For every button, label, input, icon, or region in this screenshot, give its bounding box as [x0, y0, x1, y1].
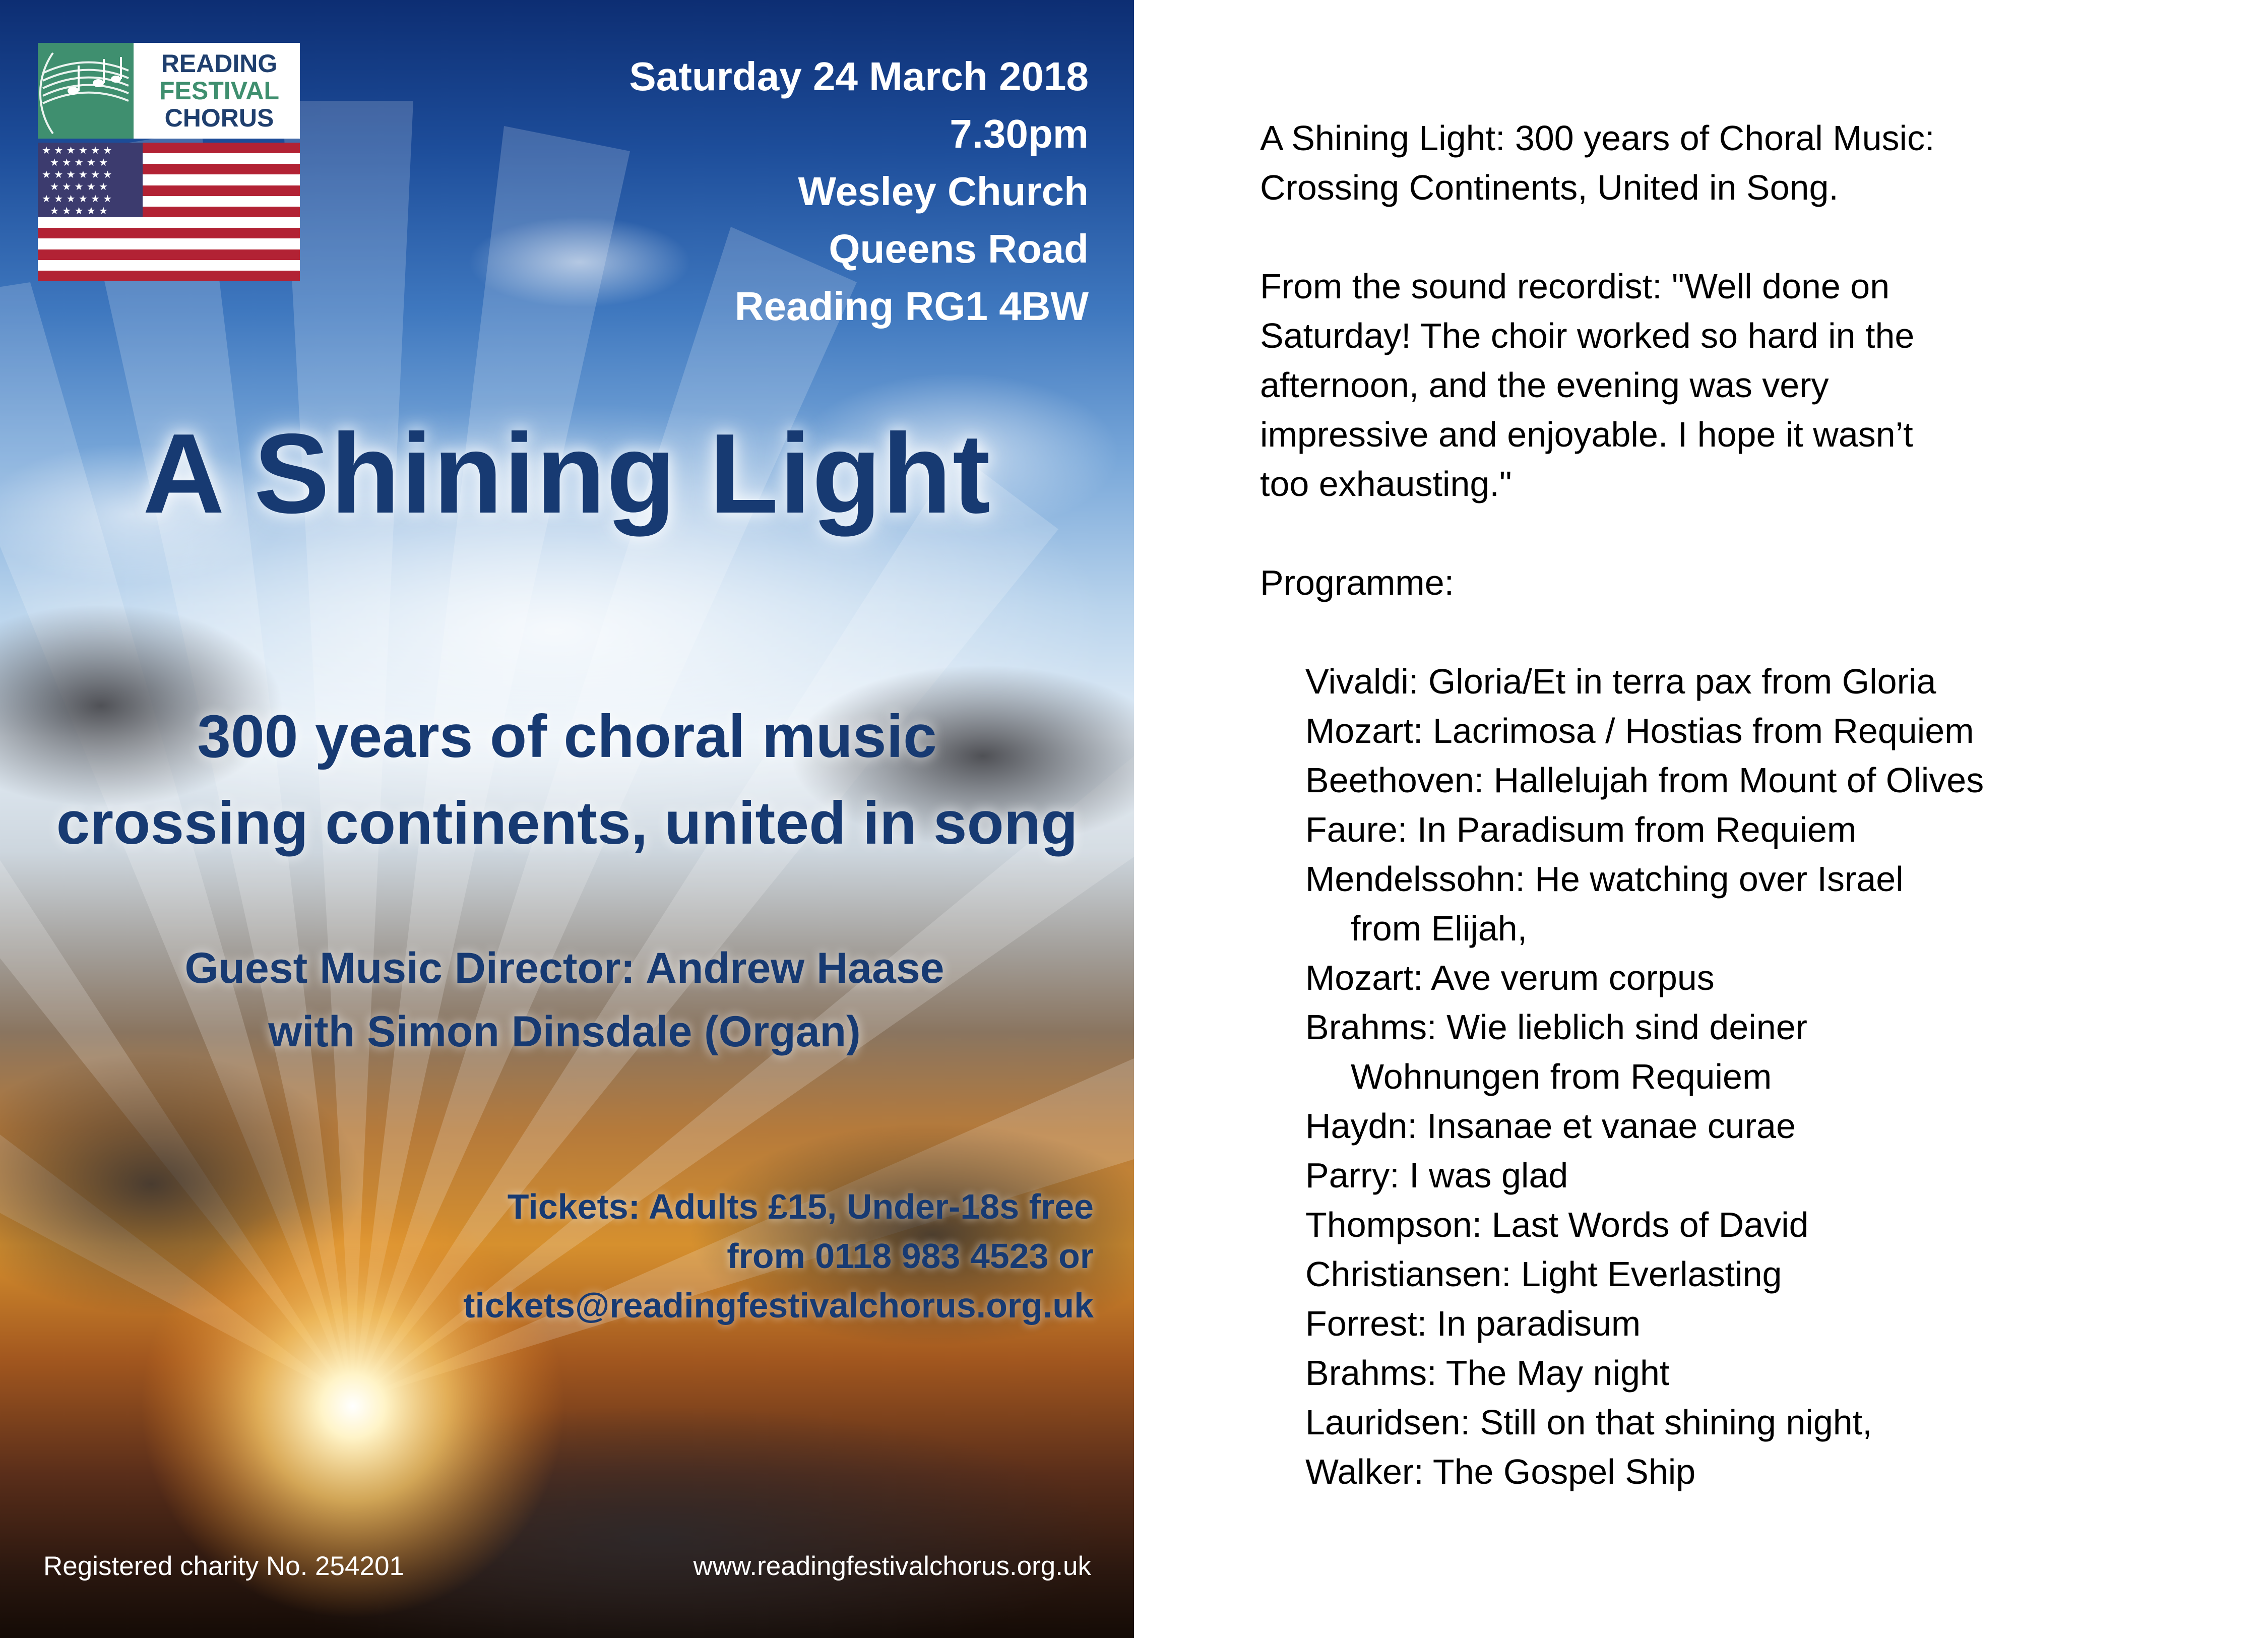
- quote-line-5: too exhausting.": [1260, 464, 1512, 503]
- quote-line-2: Saturday! The choir worked so hard in the: [1260, 316, 1915, 355]
- programme-item: [1305, 706, 2218, 755]
- event-street: Queens Road: [829, 226, 1089, 271]
- svg-text:★ ★ ★ ★ ★: ★ ★ ★ ★ ★: [50, 156, 108, 168]
- programme-item: [1305, 1299, 2218, 1348]
- programme-item-text: Walker: The Gospel Ship: [1305, 1452, 1696, 1491]
- programme-item-text: Brahms: The May night: [1305, 1353, 1670, 1393]
- programme-item: [1305, 805, 2218, 854]
- poster-subtitle: [0, 693, 1134, 866]
- intro-line-2: Crossing Continents, United in Song.: [1260, 168, 1839, 207]
- website-url: www.readingfestivalchorus.org.uk: [693, 1551, 1091, 1581]
- event-venue: Wesley Church: [798, 169, 1089, 214]
- programme-item: [1305, 657, 2218, 706]
- ticket-info: [338, 1182, 1094, 1330]
- programme-item-text: Haydn: Insanae et vanae curae: [1305, 1106, 1796, 1146]
- director-line-1: Guest Music Director: Andrew Haase: [184, 944, 944, 992]
- svg-text:★ ★ ★ ★ ★: ★ ★ ★ ★ ★: [50, 180, 108, 193]
- subtitle-line-1: 300 years of choral music: [197, 703, 937, 770]
- programme-item-continuation: Wohnungen from Requiem: [1351, 1057, 1772, 1096]
- programme-item: [1305, 953, 2218, 1002]
- logo-wordmark: [144, 50, 295, 132]
- programme-item: [1305, 1200, 2218, 1249]
- svg-text:★ ★ ★ ★ ★ ★: ★ ★ ★ ★ ★ ★: [42, 168, 112, 180]
- programme-item-text: Thompson: Last Words of David: [1305, 1205, 1809, 1244]
- tickets-line-2: from 0118 983 4523 or: [727, 1236, 1094, 1276]
- poster-title: A Shining Light: [143, 410, 991, 537]
- programme-item: [1305, 1348, 2218, 1398]
- logo-line-2: FESTIVAL: [159, 77, 279, 105]
- quote-line-4: impressive and enjoyable. I hope it wasn’t: [1260, 415, 1913, 454]
- logo-line-3: CHORUS: [164, 104, 274, 132]
- programme-list: [1260, 657, 2218, 1496]
- svg-text:★ ★ ★ ★ ★ ★: ★ ★ ★ ★ ★ ★: [42, 144, 112, 156]
- programme-item: [1305, 1447, 2218, 1496]
- charity-number: Registered charity No. 254201: [43, 1551, 404, 1581]
- programme-item: [1305, 1398, 2218, 1447]
- director-line-2: with Simon Dinsdale (Organ): [268, 1007, 861, 1056]
- svg-text:★ ★ ★ ★ ★: ★ ★ ★ ★ ★: [50, 205, 108, 217]
- chorus-logo: [38, 43, 300, 285]
- programme-item-text: Parry: I was glad: [1305, 1156, 1568, 1195]
- programme-item-text: Brahms: Wie lieblich sind deiner: [1305, 1007, 1807, 1047]
- programme-item-text: Christiansen: Light Everlasting: [1305, 1254, 1782, 1294]
- programme-item-text: Forrest: In paradisum: [1305, 1304, 1641, 1343]
- tickets-line-1: Tickets: Adults £15, Under-18s free: [507, 1187, 1094, 1226]
- programme-item: [1305, 755, 2218, 805]
- programme-item-text: Lauridsen: Still on that shining night,: [1305, 1403, 1872, 1442]
- svg-text:★ ★ ★ ★ ★ ★: ★ ★ ★ ★ ★ ★: [42, 193, 112, 205]
- programme-item: [1305, 1101, 2218, 1151]
- programme-item-text: Beethoven: Hallelujah from Mount of Olives: [1305, 761, 1984, 800]
- programme-item-text: Vivaldi: Gloria/Et in terra pax from Gloria: [1305, 662, 1936, 701]
- programme-item: [1305, 1002, 2218, 1101]
- event-details: [484, 48, 1089, 335]
- programme-item: [1305, 1151, 2218, 1200]
- programme-item: [1305, 1249, 2218, 1299]
- programme-item-text: Mendelssohn: He watching over Israel: [1305, 859, 1904, 899]
- us-flag-icon: [38, 143, 300, 281]
- programme-item-continuation: from Elijah,: [1351, 909, 1528, 948]
- quote-line-1: From the sound recordist: "Well done on: [1260, 267, 1890, 306]
- music-director-info: [0, 936, 1129, 1063]
- programme-heading: Programme:: [1260, 563, 1455, 602]
- event-time: 7.30pm: [950, 111, 1089, 156]
- programme-item-text: Mozart: Ave verum corpus: [1305, 958, 1715, 997]
- programme-item: [1305, 854, 2218, 953]
- intro-line-1: A Shining Light: 300 years of Choral Music:: [1260, 118, 1935, 158]
- music-notes-icon: [38, 43, 134, 139]
- event-town: Reading RG1 4BW: [734, 284, 1089, 329]
- event-date: Saturday 24 March 2018: [629, 54, 1089, 99]
- quote-line-3: afternoon, and the evening was very: [1260, 365, 1829, 405]
- programme-item-text: Mozart: Lacrimosa / Hostias from Requiem: [1305, 711, 1974, 750]
- programme-panel: [1260, 113, 2218, 1496]
- programme-item-text: Faure: In Paradisum from Requiem: [1305, 810, 1857, 849]
- subtitle-line-2: crossing continents, united in song: [56, 789, 1078, 857]
- logo-line-1: READING: [161, 49, 278, 78]
- tickets-email: tickets@readingfestivalchorus.org.uk: [463, 1286, 1094, 1325]
